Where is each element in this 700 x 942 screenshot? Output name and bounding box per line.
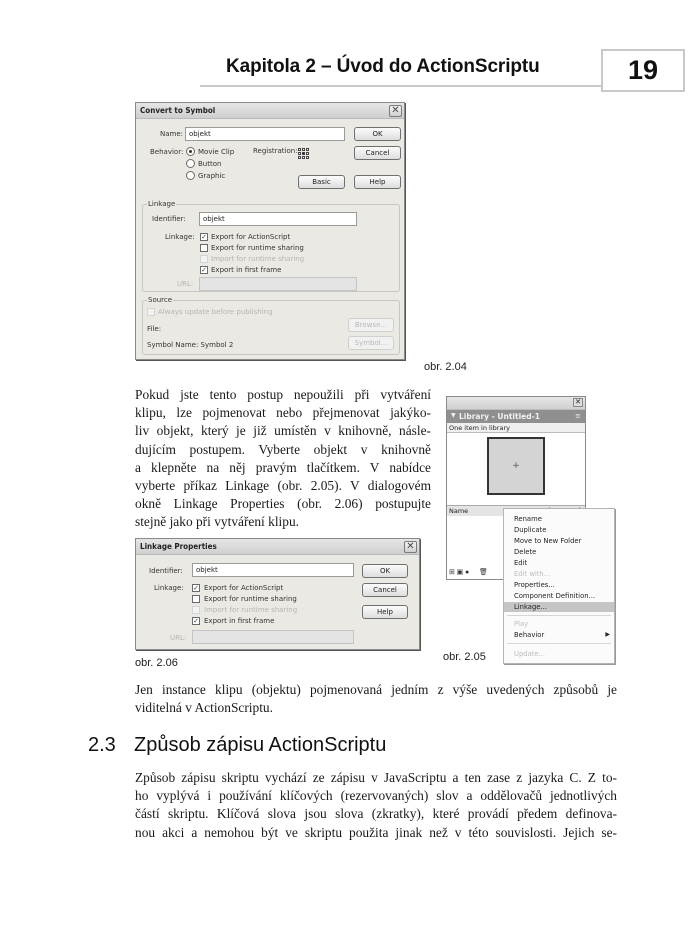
- identifier-label: Identifier:: [152, 215, 186, 223]
- source-group: [142, 296, 400, 355]
- caption-fig-2-04: obr. 2.04: [424, 361, 467, 373]
- menu-separator: [507, 643, 611, 644]
- name-label: Name:: [160, 130, 184, 138]
- symbol-name-label: Symbol Name: Symbol 2: [147, 341, 234, 349]
- url-input[interactable]: [199, 277, 357, 291]
- text-line: klipu, lze pojmenovat nebo přejmenovat jakýko-: [135, 405, 431, 421]
- dialog-title: Convert to Symbol: [140, 106, 216, 115]
- paragraph-1: [135, 386, 431, 532]
- menu-separator: [507, 615, 611, 616]
- export-runtime-checkbox[interactable]: [200, 244, 208, 252]
- export-actionscript-label: Export for ActionScript: [211, 233, 291, 241]
- url-label: URL:: [177, 280, 194, 288]
- new-folder-icon[interactable]: ▣: [456, 568, 464, 576]
- paragraph-2: [135, 681, 617, 717]
- text-line: vyberte příkaz Linkage (obr. 2.05). V dialogovém: [135, 478, 431, 494]
- menu-item-edit[interactable]: Edit: [514, 559, 528, 567]
- export-first-frame-checkbox[interactable]: ✓: [201, 266, 207, 274]
- header-rule: [200, 85, 602, 87]
- radio-button-label: Button: [198, 160, 222, 168]
- properties-icon[interactable]: ●: [465, 568, 470, 576]
- context-menu: [503, 508, 615, 664]
- export-first-frame-label: Export in first frame: [211, 266, 282, 274]
- text-line: okně Linkage Properties (obr. 2.06) postupujte: [135, 496, 431, 512]
- registration-grid-icon[interactable]: [298, 148, 310, 160]
- library-window-bar: [447, 397, 585, 410]
- export-runtime-checkbox[interactable]: [192, 595, 200, 603]
- always-update-label: Always update before publishing: [158, 308, 273, 316]
- chapter-title: Kapitola 2 – Úvod do ActionScriptu: [226, 56, 540, 77]
- linkage-group-title: Linkage: [148, 200, 176, 208]
- options-menu-icon[interactable]: ≡: [575, 412, 581, 420]
- menu-item-delete[interactable]: Delete: [514, 548, 537, 556]
- url-label: URL:: [170, 634, 187, 642]
- symbol-button[interactable]: Symbol...: [348, 336, 394, 350]
- always-update-checkbox[interactable]: [147, 308, 155, 316]
- text-line: dujícím postupem. Vyberte objekt v knihovně: [135, 441, 431, 457]
- page-number: 19: [601, 49, 685, 92]
- text-line: viditelná v ActionScriptu.: [135, 700, 273, 716]
- export-actionscript-checkbox[interactable]: ✓: [193, 584, 199, 592]
- file-label: File:: [147, 325, 162, 333]
- menu-item-rename[interactable]: Rename: [514, 515, 542, 523]
- menu-item-behavior[interactable]: [504, 630, 614, 640]
- text-line: liv objekt, který je již umístěn v knihovně, násle-: [135, 423, 431, 439]
- export-first-frame-label: Export in first frame: [204, 617, 275, 625]
- linkage-label: Linkage:: [154, 584, 184, 592]
- new-symbol-icon[interactable]: ⊞: [449, 568, 455, 576]
- menu-item-play[interactable]: Play: [514, 620, 529, 628]
- dialog-titlebar: [136, 539, 419, 555]
- close-icon[interactable]: ✕: [573, 398, 583, 407]
- col-name[interactable]: Name: [449, 507, 469, 515]
- caption-fig-2-05: obr. 2.05: [443, 651, 486, 663]
- import-runtime-checkbox[interactable]: [192, 606, 200, 614]
- menu-item-duplicate[interactable]: Duplicate: [514, 526, 547, 534]
- menu-item-update[interactable]: Update...: [514, 650, 546, 658]
- help-button[interactable]: Help: [362, 605, 408, 619]
- menu-item-move-to-new-folder[interactable]: Move to New Folder: [514, 537, 582, 545]
- identifier-label: Identifier:: [149, 567, 183, 575]
- library-toolbar: [449, 568, 488, 576]
- text-line: ho vyplývá i používání klíčových (rezervovaných) slov a oddělovačů jednotlivých: [135, 788, 617, 804]
- basic-button[interactable]: Basic: [298, 175, 345, 189]
- import-runtime-label: Import for runtime sharing: [211, 255, 305, 263]
- name-input[interactable]: objekt: [185, 127, 345, 141]
- delete-icon[interactable]: 🗑: [478, 568, 488, 576]
- paragraph-3: [135, 769, 617, 842]
- menu-item-properties[interactable]: Properties...: [514, 581, 555, 589]
- export-actionscript-checkbox[interactable]: ✓: [201, 233, 207, 241]
- section-title: Způsob zápisu ActionScriptu: [134, 734, 387, 756]
- menu-item-behavior-label: Behavior: [514, 631, 545, 639]
- ok-button[interactable]: OK: [354, 127, 401, 141]
- menu-item-linkage[interactable]: Linkage...: [504, 602, 614, 612]
- cancel-button[interactable]: Cancel: [354, 146, 401, 160]
- radio-button[interactable]: [186, 159, 195, 168]
- identifier-input[interactable]: objekt: [199, 212, 357, 226]
- radio-movie-clip-label: Movie Clip: [198, 148, 235, 156]
- text-line: stejně jako při vytváření klipu.: [135, 514, 299, 530]
- library-header: [447, 410, 585, 423]
- text-line: a klepněte na něj pravým tlačítkem. V nabídce: [135, 459, 431, 475]
- cancel-button[interactable]: Cancel: [362, 583, 408, 597]
- section-number: 2.3: [88, 734, 116, 756]
- menu-item-edit-with[interactable]: Edit with...: [514, 570, 551, 578]
- export-first-frame-checkbox[interactable]: ✓: [193, 617, 199, 625]
- library-title: Library - Untitled-1: [459, 412, 540, 421]
- import-runtime-label: Import for runtime sharing: [204, 606, 298, 614]
- library-preview: [447, 433, 585, 506]
- dialog-title: Linkage Properties: [140, 542, 217, 551]
- collapse-triangle-icon[interactable]: ▼: [451, 412, 456, 419]
- browse-button[interactable]: Browse...: [348, 318, 394, 332]
- convert-to-symbol-dialog: [135, 102, 405, 360]
- radio-graphic-label: Graphic: [198, 172, 226, 180]
- export-actionscript-label: Export for ActionScript: [204, 584, 284, 592]
- ok-button[interactable]: OK: [362, 564, 408, 578]
- library-item-count: One item in library: [447, 423, 585, 433]
- linkage-properties-dialog: [135, 538, 420, 650]
- radio-graphic[interactable]: [186, 171, 195, 180]
- text-line: Způsob zápisu skriptu vychází ze zápisu v JavaScriptu a ten zase z jazyka C. Z to-: [135, 770, 617, 785]
- text-line: Pokud jste tento postup nepoužili při vytváření: [135, 387, 431, 402]
- submenu-arrow-icon: ▶: [605, 631, 610, 638]
- dialog-titlebar: [136, 103, 404, 119]
- radio-movie-clip[interactable]: [186, 147, 195, 156]
- text-line: nou akci a nemohou být ve skriptu použita jinak než v této souvislosti. Jejich se-: [135, 824, 617, 840]
- export-runtime-label: Export for runtime sharing: [204, 595, 297, 603]
- url-input[interactable]: [192, 630, 354, 644]
- export-runtime-label: Export for runtime sharing: [211, 244, 304, 252]
- close-icon[interactable]: ✕: [404, 541, 417, 553]
- text-line: Jen instance klipu (objektu) pojmenovaná jedním z výše uvedených způsobů je: [135, 682, 617, 697]
- menu-item-component-definition[interactable]: Component Definition...: [514, 592, 596, 600]
- import-runtime-checkbox[interactable]: [200, 255, 208, 263]
- behavior-label: Behavior:: [150, 148, 184, 156]
- library-panel: [446, 396, 586, 516]
- linkage-group: [142, 200, 400, 292]
- registration-label: Registration:: [253, 147, 298, 155]
- close-icon[interactable]: ✕: [389, 105, 402, 117]
- caption-fig-2-06: obr. 2.06: [135, 657, 178, 669]
- source-group-title: Source: [148, 296, 173, 304]
- preview-thumbnail: +: [487, 437, 545, 495]
- help-button[interactable]: Help: [354, 175, 401, 189]
- linkage-label: Linkage:: [165, 233, 195, 241]
- text-line: částí skriptu. Klíčová slova jsou slova (zkratky), které provádí předem definova-: [135, 806, 617, 822]
- identifier-input[interactable]: objekt: [192, 563, 354, 577]
- running-header: [0, 0, 700, 100]
